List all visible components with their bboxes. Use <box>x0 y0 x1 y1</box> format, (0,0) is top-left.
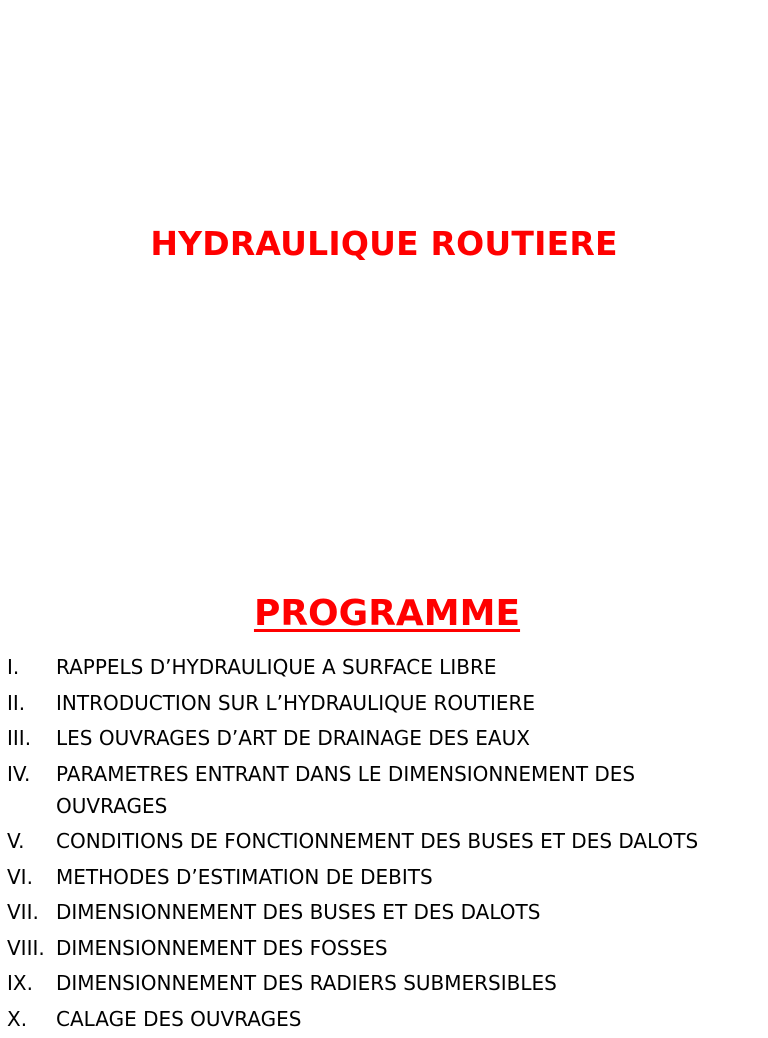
list-item-text: INTRODUCTION SUR L’HYDRAULIQUE ROUTIERE <box>56 690 536 715</box>
list-item <box>0 758 768 822</box>
list-item-number: III. <box>7 726 32 750</box>
list-item-number: X. <box>7 1006 28 1031</box>
list-item-number: VIII. <box>7 935 45 960</box>
list-item-text: CALAGE DES OUVRAGES <box>56 1006 302 1031</box>
list-item-number: IX. <box>7 971 33 995</box>
list-item-text: CONDITIONS DE FONCTIONNEMENT DES BUSES ET DES DALOTS <box>56 829 699 853</box>
list-item-text: METHODES D’ESTIMATION DE DEBITS <box>56 864 433 889</box>
list-item <box>0 1003 768 1035</box>
list-item-number: VI. <box>7 864 33 889</box>
programme-heading: PROGRAMME <box>253 593 521 634</box>
list-item-text: DIMENSIONNEMENT DES RADIERS SUBMERSIBLES <box>56 971 557 995</box>
list-item <box>0 687 768 719</box>
list-item <box>0 825 768 857</box>
list-item-number: V. <box>7 829 25 853</box>
list-item <box>0 896 768 928</box>
page-title: HYDRAULIQUE ROUTIERE <box>150 224 618 263</box>
list-item-number: IV. <box>7 761 31 786</box>
list-item <box>0 967 768 999</box>
list-item <box>0 722 768 754</box>
list-item-text: DIMENSIONNEMENT DES BUSES ET DES DALOTS <box>56 900 541 924</box>
list-item-number: II. <box>7 690 26 715</box>
list-item-text: RAPPELS D’HYDRAULIQUE A SURFACE LIBRE <box>56 655 497 679</box>
list-item <box>0 651 768 683</box>
list-item-text: PARAMETRES ENTRANT DANS LE DIMENSIONNEMENT DES OUVRAGES <box>56 761 636 818</box>
list-item-text: LES OUVRAGES D’ART DE DRAINAGE DES EAUX <box>56 726 530 750</box>
list-item-text: DIMENSIONNEMENT DES FOSSES <box>56 935 388 960</box>
list-item-number: VII. <box>7 900 39 924</box>
list-item <box>0 861 768 893</box>
list-item <box>0 932 768 964</box>
list-item-number: I. <box>7 655 20 679</box>
programme-list <box>0 651 768 1038</box>
